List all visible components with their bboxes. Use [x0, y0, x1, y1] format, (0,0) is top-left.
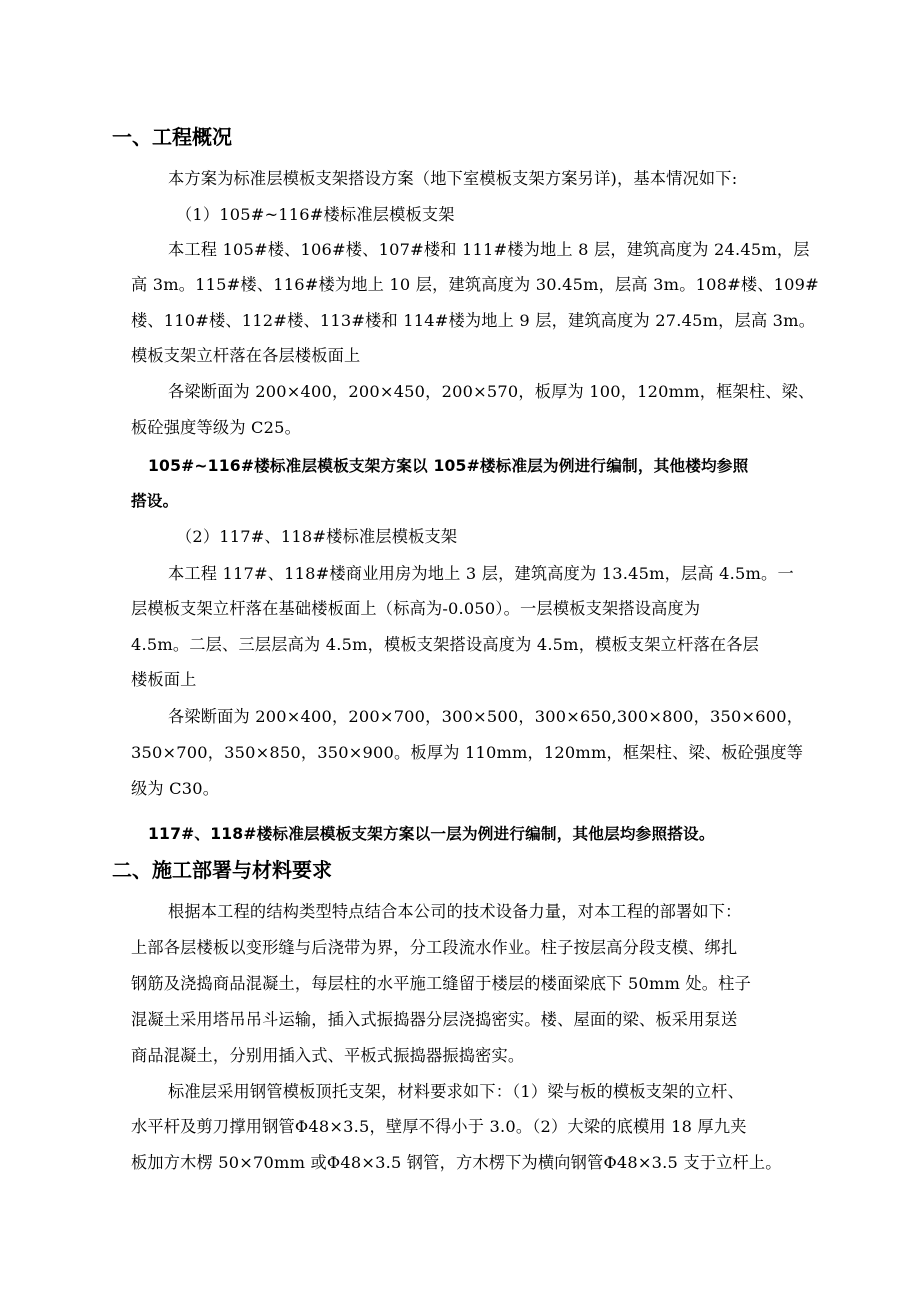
- paragraph-line: 4.5m。二层、三层层高为 4.5m，模板支架搭设高度为 4.5m，模板支架立杆落在各层: [131, 635, 759, 654]
- intro-line: 本方案为标准层模板支架搭设方案（地下室模板支架方案另详)，基本情况如下:: [168, 169, 738, 188]
- bold-note-line: 117#、118#楼标准层模板支架方案以一层为例进行编制，其他层均参照搭设。: [148, 825, 715, 843]
- paragraph-line: 钢筋及浇捣商品混凝土，每层柱的水平施工缝留于楼层的楼面梁底下 50mm 处。柱子: [131, 974, 751, 993]
- bold-note-line: 105#~116#楼标准层模板支架方案以 105#楼标准层为例进行编制，其他楼均参照: [148, 457, 749, 475]
- part2-title: （2）117#、118#楼标准层模板支架: [176, 527, 458, 546]
- paragraph-line: 商品混凝土，分别用插入式、平板式振捣器振捣密实。: [131, 1046, 525, 1065]
- paragraph-line: 本工程 105#楼、106#楼、107#楼和 111#楼为地上 8 层，建筑高度为 24.45m，层: [168, 240, 810, 259]
- paragraph-line: 根据本工程的结构类型特点结合本公司的技术设备力量，对本工程的部署如下：: [168, 902, 742, 921]
- paragraph-line: 上部各层楼板以变形缝与后浇带为界，分工段流水作业。柱子按层高分段支模、绑扎: [131, 938, 738, 957]
- paragraph-line: 楼板面上: [131, 670, 197, 689]
- paragraph-line: 级为 C30。: [131, 779, 220, 798]
- paragraph-line: 混凝土采用塔吊吊斗运输，插入式振捣器分层浇捣密实。楼、屋面的梁、板采用泵送: [131, 1010, 738, 1029]
- paragraph-line: 350×700，350×850，350×900。板厚为 110mm，120mm，框架柱、梁、板砼强度等: [131, 743, 804, 762]
- paragraph-line: 层模板支架立杆落在基础楼板面上（标高为-0.050）。一层模板支架搭设高度为: [131, 599, 701, 618]
- paragraph-line: 楼、110#楼、112#楼、113#楼和 114#楼为地上 9 层，建筑高度为 27.45m，层高 3m。: [131, 311, 816, 330]
- paragraph-line: 板砼强度等级为 C25。: [131, 418, 302, 437]
- paragraph-line: 标准层采用钢管模板顶托支架，材料要求如下：（1）梁与板的模板支架的立杆、: [168, 1082, 744, 1101]
- paragraph-line: 本工程 117#、118#楼商业用房为地上 3 层，建筑高度为 13.45m，层高 4.5m。一: [168, 564, 794, 583]
- bold-note-line: 搭设。: [131, 492, 179, 510]
- paragraph-line: 水平杆及剪刀撑用钢管Φ48×3.5，壁厚不得小于 3.0。（2）大梁的底模用 18 厚九夹: [131, 1117, 747, 1136]
- section-heading-overview: 一、工程概况: [112, 125, 232, 149]
- paragraph-line: 模板支架立杆落在各层楼板面上: [131, 346, 361, 365]
- paragraph-line: 各梁断面为 200×400，200×700，300×500，300×650,300×800，350×600，: [168, 707, 804, 726]
- part1-title: （1）105#~116#楼标准层模板支架: [176, 205, 455, 224]
- paragraph-line: 板加方木楞 50×70mm 或Φ48×3.5 钢管，方木楞下为横向钢管Φ48×3.5 支于立杆上。: [131, 1153, 782, 1172]
- paragraph-line: 各梁断面为 200×400，200×450，200×570，板厚为 100，120mm，框架柱、梁、: [168, 382, 815, 401]
- paragraph-line: 高 3m。115#楼、116#楼为地上 10 层，建筑高度为 30.45m，层高 3m。108#楼、109#: [131, 275, 819, 294]
- section-heading-deployment: 二、施工部署与材料要求: [112, 858, 332, 882]
